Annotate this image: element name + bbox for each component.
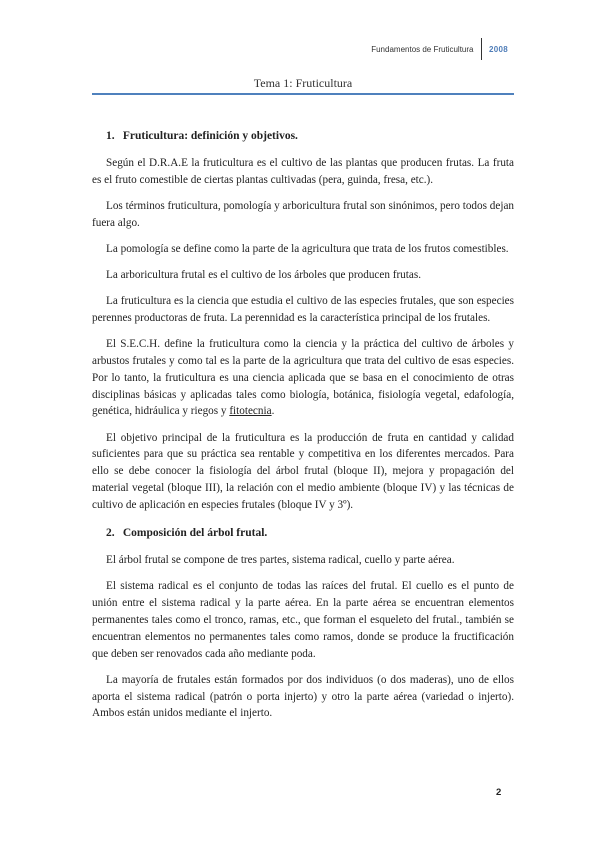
paragraph-end: . xyxy=(271,405,275,418)
paragraph: La arboricultura frutal es el cultivo de los árboles que producen frutas. xyxy=(106,268,421,281)
topic-heading: Tema 1: Fruticultura xyxy=(253,76,353,90)
page-number: 2 xyxy=(496,787,502,798)
section-2-title: Composición del árbol frutal. xyxy=(122,527,268,540)
paragraph-text: El S.E.C.H. define la fruticultura como la ciencia y la práctica del cultivo de árboles y arbustos frutales y como tal es la parte de la agricultura que trata del cultivo de esas especies. Por lo tanto, la fruticultura es una ciencia aplicada que se basa en el conocimiento de otras disciplinas básicas y aplicadas tales como biología, botánica, fisiología vegetal, edafología, genética, hidráulica y riegos y xyxy=(92,338,514,418)
paragraph xyxy=(92,336,514,420)
section-1-number: 1. xyxy=(106,130,115,142)
section-1-title: Fruticultura: definición y objetivos. xyxy=(122,130,298,142)
section-1-heading xyxy=(92,128,514,145)
paragraph: La mayoría de frutales están formados por dos individuos (o dos maderas), uno de ellos aporta el sistema radical (patrón o porta injerto) y otro la parte aérea (variedad o injerto). Ambos están unidos mediante el injerto. xyxy=(92,673,514,720)
header-year: 2008 xyxy=(489,44,508,54)
paragraph: La fruticultura es la ciencia que estudia el cultivo de las especies frutales, que son especies perennes productoras de fruta. La perennidad es la característica principal de los frutales. xyxy=(92,295,514,324)
paragraph: Los términos fruticultura, pomología y arboricultura frutal son sinónimos, pero todos dejan fuera algo. xyxy=(92,199,514,229)
paragraph: La pomología se define como la parte de la agricultura que trata de los frutos comestibles. xyxy=(106,242,509,255)
header-book-title: Fundamentos de Fruticultura xyxy=(371,44,474,54)
paragraph: El objetivo principal de la fruticultura es la producción de fruta en cantidad y calidad suficientes para que su práctica sea rentable y competitiva en los diferentes mercados. Para ello se debe conocer la fisiología del árbol frutal (bloque II), mejora y propagación del material vegetal (bloque III), la relación con el medio ambiente (bloque IV) y las técnicas de cultivo de aplicación en especies frutales (bloque IV y 3º). xyxy=(92,431,514,511)
paragraph: El árbol frutal se compone de tres partes, sistema radical, cuello y parte aérea. xyxy=(106,554,455,567)
paragraph: Según el D.R.A.E la fruticultura es el cultivo de las plantas que producen frutas. La fruta es el fruto comestible de ciertas plantas cultivadas (pera, guinda, fresa, etc.). xyxy=(92,156,514,186)
paragraph: El sistema radical es el conjunto de todas las raíces del frutal. El cuello es el punto de unión entre el sistema radical y la parte aérea. En la parte aérea se encuentran elementos permanentes tales como el tronco, ramas, etc., que forman el esqueleto del frutal., también se encuentran elementos no permanentes tales como ramos, donde se produce la fructificación que deben ser renovados cada año mediante poda. xyxy=(92,580,514,660)
section-2-number: 2. xyxy=(106,527,115,540)
section-2-heading xyxy=(92,525,514,542)
running-header xyxy=(371,38,508,60)
page-body xyxy=(92,128,514,732)
underlined-term: fitotecnia xyxy=(229,405,272,418)
topic-rule xyxy=(92,93,514,95)
